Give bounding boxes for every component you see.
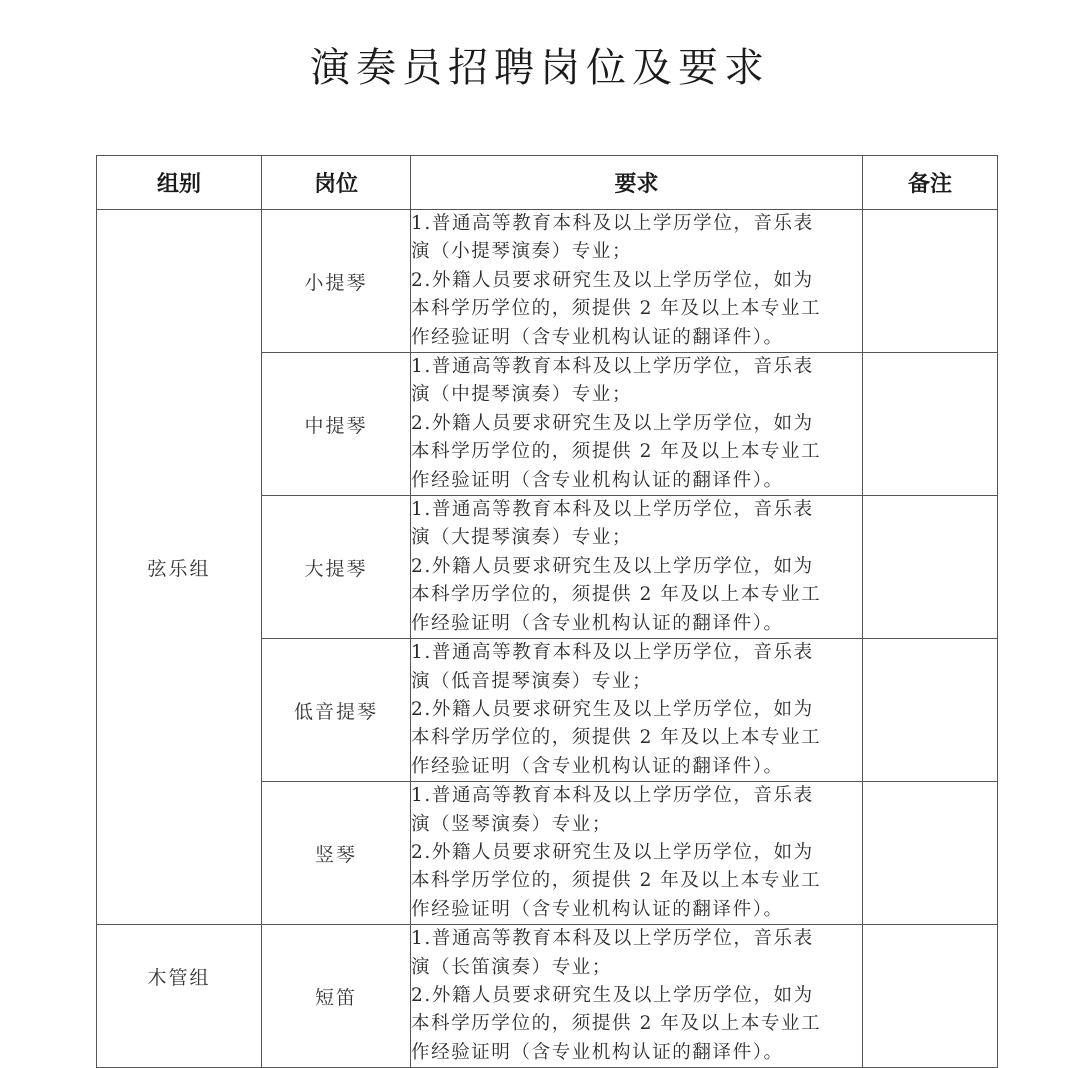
position-cell: 短笛	[262, 925, 411, 1068]
requirement-line: 作经验证明（含专业机构认证的翻译件）。	[411, 898, 784, 920]
header-notes: 备注	[863, 156, 998, 210]
requirement-line: 演（中提琴演奏）专业；	[411, 384, 633, 406]
requirement-line: 本科学历学位的，须提供 2 年及以上本专业工	[411, 584, 822, 606]
requirement-line: 演（低音提琴演奏）专业；	[411, 670, 653, 692]
requirement-line: 1.普通高等教育本科及以上学历学位，音乐表	[411, 928, 814, 950]
requirement-line: 演（大提琴演奏）专业；	[411, 527, 633, 549]
requirement-line: 2.外籍人员要求研究生及以上学历学位，如为	[411, 269, 814, 291]
requirement-line: 本科学历学位的，须提供 2 年及以上本专业工	[411, 298, 822, 320]
requirement-line: 本科学历学位的，须提供 2 年及以上本专业工	[411, 870, 822, 892]
header-group: 组别	[97, 156, 262, 210]
note-cell	[863, 925, 998, 1068]
requirement-line: 1.普通高等教育本科及以上学历学位，音乐表	[411, 642, 814, 664]
requirement-line: 演（竖琴演奏）专业；	[411, 813, 613, 835]
note-cell	[863, 639, 998, 782]
requirement-line: 1.普通高等教育本科及以上学历学位，音乐表	[411, 785, 814, 807]
note-cell	[863, 496, 998, 639]
requirement-line: 作经验证明（含专业机构认证的翻译件）。	[411, 1041, 784, 1063]
header-position: 岗位	[262, 156, 411, 210]
table-header-row	[97, 156, 998, 210]
position-cell: 小提琴	[262, 210, 411, 353]
position-cell: 竖琴	[262, 782, 411, 925]
note-cell	[863, 353, 998, 496]
requirement-cell	[411, 925, 863, 1068]
note-cell	[863, 210, 998, 353]
requirement-cell	[411, 353, 863, 496]
position-cell: 大提琴	[262, 496, 411, 639]
page-title: 演奏员招聘岗位及要求	[310, 45, 770, 91]
requirement-line: 作经验证明（含专业机构认证的翻译件）。	[411, 326, 784, 348]
requirement-line: 本科学历学位的，须提供 2 年及以上本专业工	[411, 1013, 822, 1035]
requirement-cell	[411, 210, 863, 353]
table-row	[97, 925, 998, 1068]
requirement-line: 演（小提琴演奏）专业；	[411, 241, 633, 263]
requirement-line: 2.外籍人员要求研究生及以上学历学位，如为	[411, 698, 814, 720]
requirement-line: 本科学历学位的，须提供 2 年及以上本专业工	[411, 727, 822, 749]
requirement-line: 2.外籍人员要求研究生及以上学历学位，如为	[411, 841, 814, 863]
requirement-cell	[411, 496, 863, 639]
group-cell-woodwinds: 木管组	[97, 925, 262, 1068]
requirement-line: 2.外籍人员要求研究生及以上学历学位，如为	[411, 412, 814, 434]
requirement-line: 1.普通高等教育本科及以上学历学位，音乐表	[411, 356, 814, 378]
recruitment-table	[96, 155, 998, 1068]
requirement-cell	[411, 782, 863, 925]
header-requirements: 要求	[411, 156, 863, 210]
requirement-cell	[411, 639, 863, 782]
requirement-line: 本科学历学位的，须提供 2 年及以上本专业工	[411, 441, 822, 463]
table-row	[97, 210, 998, 353]
position-cell: 低音提琴	[262, 639, 411, 782]
requirement-line: 作经验证明（含专业机构认证的翻译件）。	[411, 755, 784, 777]
requirement-line: 作经验证明（含专业机构认证的翻译件）。	[411, 469, 784, 491]
requirement-line: 演（长笛演奏）专业；	[411, 956, 613, 978]
requirement-line: 1.普通高等教育本科及以上学历学位，音乐表	[411, 499, 814, 521]
group-cell-strings: 弦乐组	[97, 210, 262, 925]
requirement-line: 1.普通高等教育本科及以上学历学位，音乐表	[411, 213, 814, 234]
note-cell	[863, 782, 998, 925]
position-cell: 中提琴	[262, 353, 411, 496]
requirement-line: 作经验证明（含专业机构认证的翻译件）。	[411, 612, 784, 634]
requirement-line: 2.外籍人员要求研究生及以上学历学位，如为	[411, 555, 814, 577]
requirement-line: 2.外籍人员要求研究生及以上学历学位，如为	[411, 984, 814, 1006]
